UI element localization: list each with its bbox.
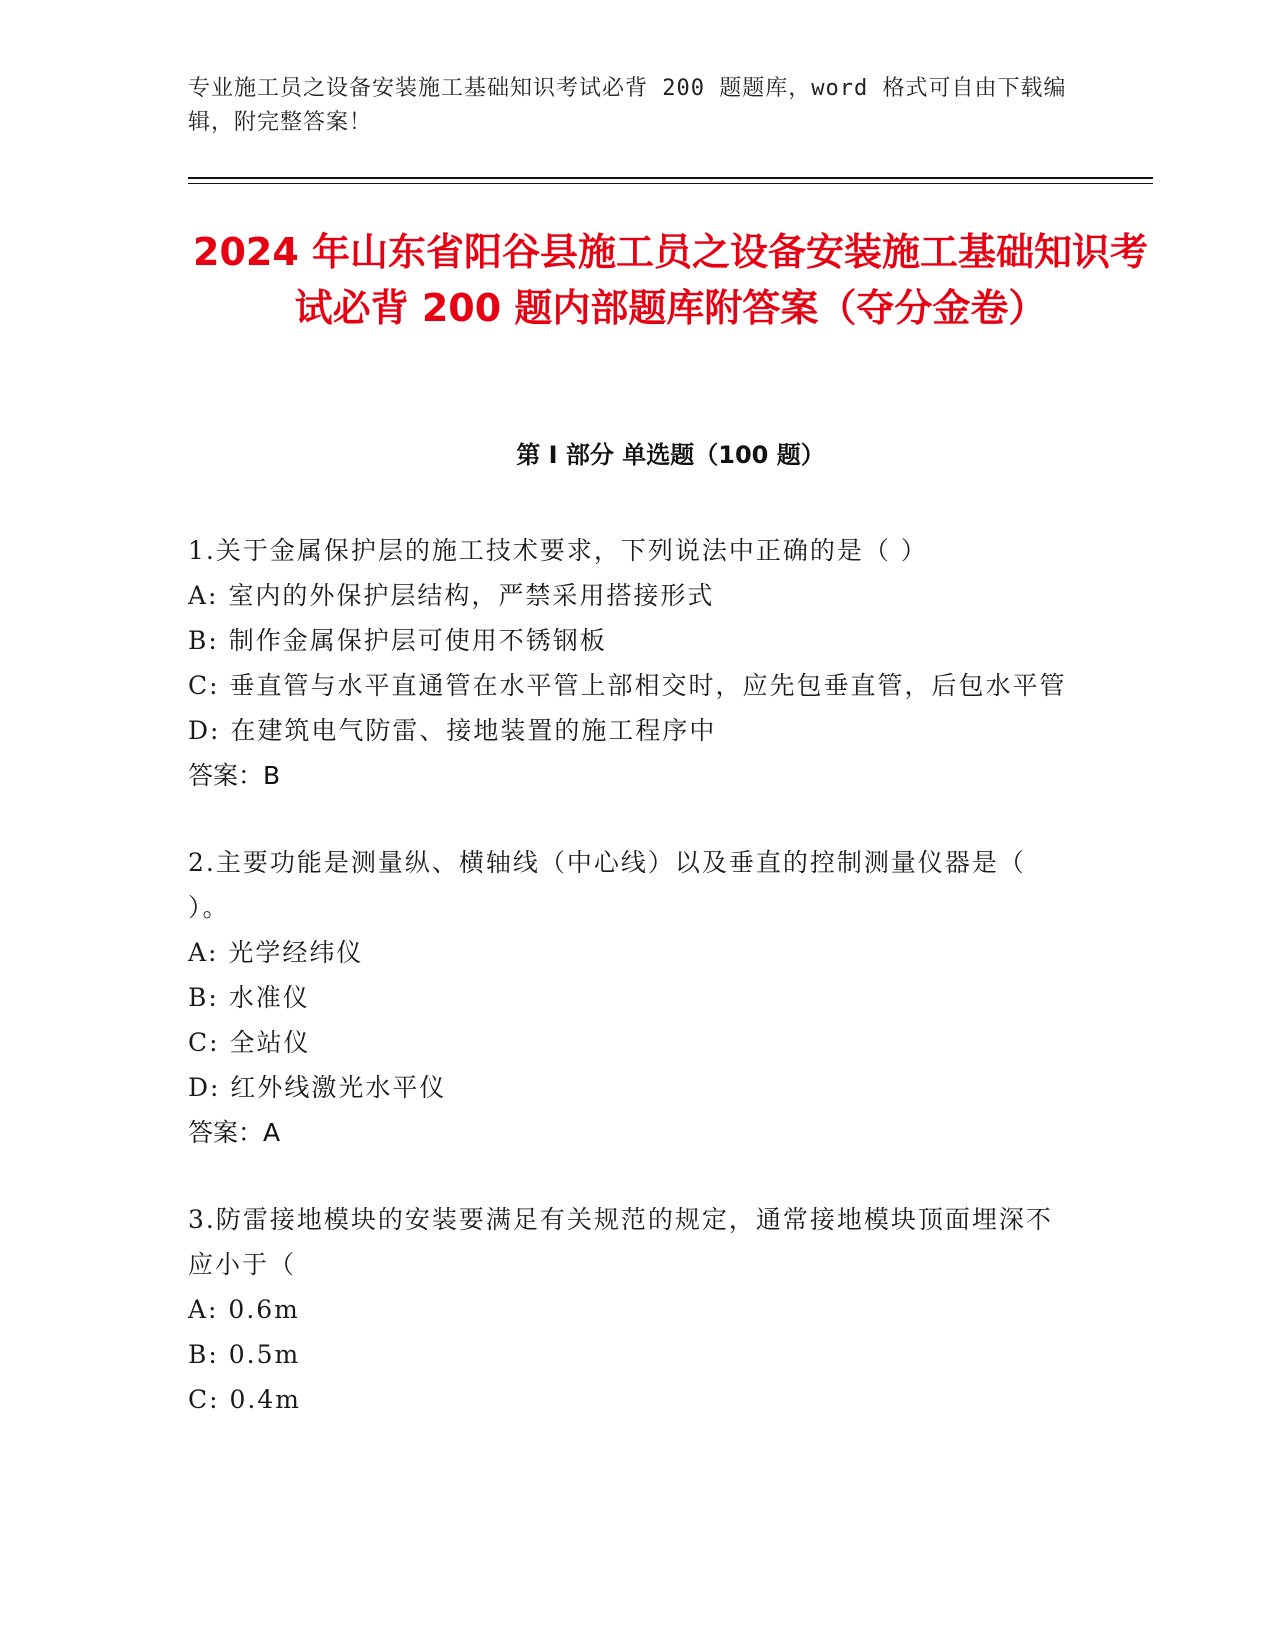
- option-c: C: 垂直管与水平直通管在水平管上部相交时，应先包垂直管，后包水平管: [188, 671, 1067, 700]
- document-title: 2024 年山东省阳谷县施工员之设备安装施工基础知识考试必背 200 题内部题库附答案（夺分金卷）: [193, 230, 1148, 330]
- option-d: D: 红外线激光水平仪: [188, 1073, 447, 1102]
- answer: 答案：A: [188, 1118, 281, 1147]
- option-c: C: 0.4m: [188, 1385, 301, 1414]
- question-list: [188, 528, 1068, 1464]
- option-b: B: 水准仪: [188, 983, 310, 1012]
- option-a: A: 光学经纬仪: [188, 938, 364, 967]
- section-title: 第 I 部分 单选题（100 题）: [516, 441, 825, 469]
- question-1: [188, 528, 1068, 798]
- question-3: [188, 1197, 1068, 1422]
- option-a: A: 0.6m: [188, 1295, 300, 1324]
- option-c: C: 全站仪: [188, 1028, 311, 1057]
- option-a: A: 室内的外保护层结构，严禁采用搭接形式: [188, 581, 715, 610]
- header-divider-thin: [188, 183, 1153, 184]
- option-b: B: 制作金属保护层可使用不锈钢板: [188, 626, 607, 655]
- option-b: B: 0.5m: [188, 1340, 301, 1369]
- option-d: D: 在建筑电气防雷、接地装置的施工程序中: [188, 716, 717, 745]
- question-2: [188, 840, 1068, 1155]
- header-note: 专业施工员之设备安装施工基础知识考试必背 200 题题库，word 格式可自由下载编辑，附完整答案！: [188, 76, 1067, 135]
- header-divider: [188, 177, 1153, 179]
- question-stem: 1.关于金属保护层的施工技术要求，下列说法中正确的是（ ）: [188, 536, 928, 565]
- answer: 答案：B: [188, 761, 281, 790]
- question-stem: 3.防雷接地模块的安装要满足有关规范的规定，通常接地模块顶面埋深不应小于（: [188, 1205, 1053, 1279]
- question-stem: 2.主要功能是测量纵、横轴线（中心线）以及垂直的控制测量仪器是（ ）。: [188, 848, 1026, 922]
